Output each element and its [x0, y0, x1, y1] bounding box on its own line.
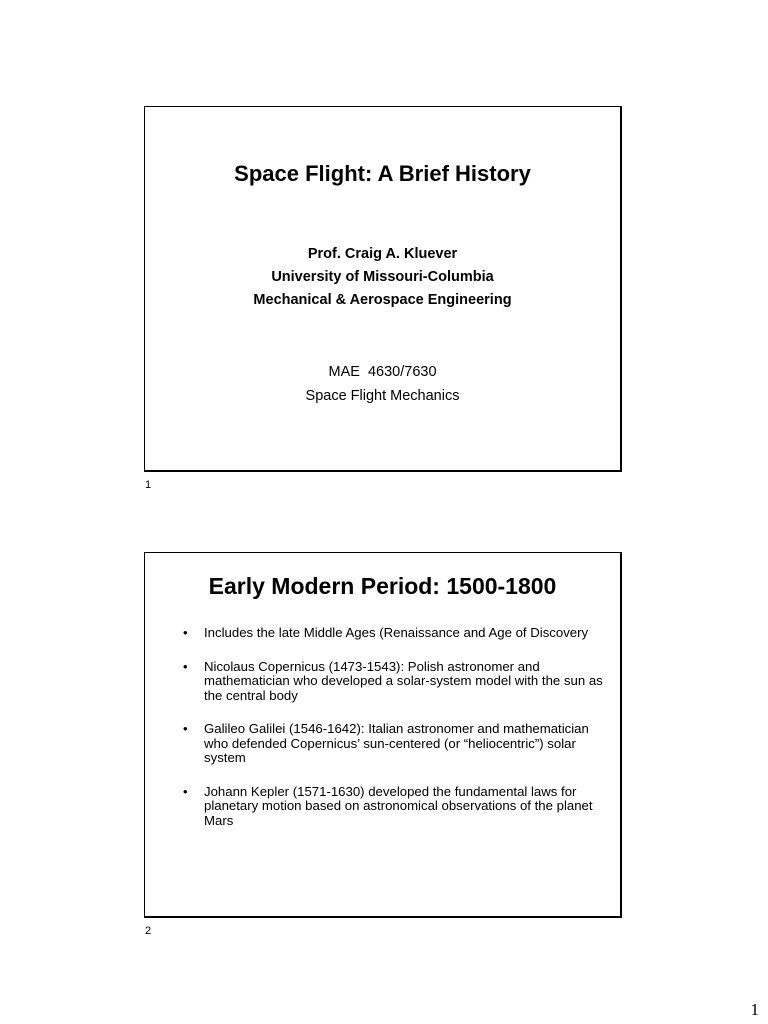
- slide-1: [144, 106, 622, 472]
- author-name: Prof. Craig A. Kluever: [307, 246, 458, 262]
- bullet-icon: •: [183, 721, 188, 736]
- slide-1-title: Space Flight: A Brief History: [234, 161, 531, 186]
- slide-2-number: 2: [145, 925, 152, 937]
- slide-2-title: Early Modern Period: 1500-1800: [208, 573, 557, 599]
- author-block: [145, 243, 620, 312]
- bullet-list: [183, 626, 603, 847]
- course-code: MAE 4630/7630: [328, 364, 437, 380]
- bullet-text: Includes the late Middle Ages (Renaissance and Age of Discovery: [204, 625, 589, 640]
- bullet-icon: •: [183, 783, 188, 799]
- list-item: [183, 722, 603, 766]
- slide-2: [144, 552, 622, 918]
- course-name: Space Flight Mechanics: [305, 388, 460, 404]
- author-university: University of Missouri-Columbia: [271, 269, 494, 285]
- list-item: [183, 785, 603, 829]
- bullet-icon: •: [183, 658, 188, 674]
- list-item: [183, 660, 603, 704]
- bullet-text: Nicolaus Copernicus (1473-1543): Polish astronomer and mathematician who developed a solar-system model with the sun as the central body: [204, 658, 603, 703]
- bullet-text: Galileo Galilei (1546-1642): Italian astronomer and mathematician who defended Copernicus’ sun-centered (or “heliocentric”) solar system: [204, 721, 589, 765]
- author-department: Mechanical & Aerospace Engineering: [253, 292, 512, 308]
- bullet-icon: •: [183, 625, 188, 640]
- slide-1-number: 1: [145, 479, 152, 491]
- bullet-text: Johann Kepler (1571-1630) developed the fundamental laws for planetary motion based on astronomical observations of the planet Mars: [204, 783, 593, 828]
- list-item: [183, 626, 603, 641]
- page-number: 1: [750, 1000, 759, 1019]
- course-block: [145, 360, 620, 408]
